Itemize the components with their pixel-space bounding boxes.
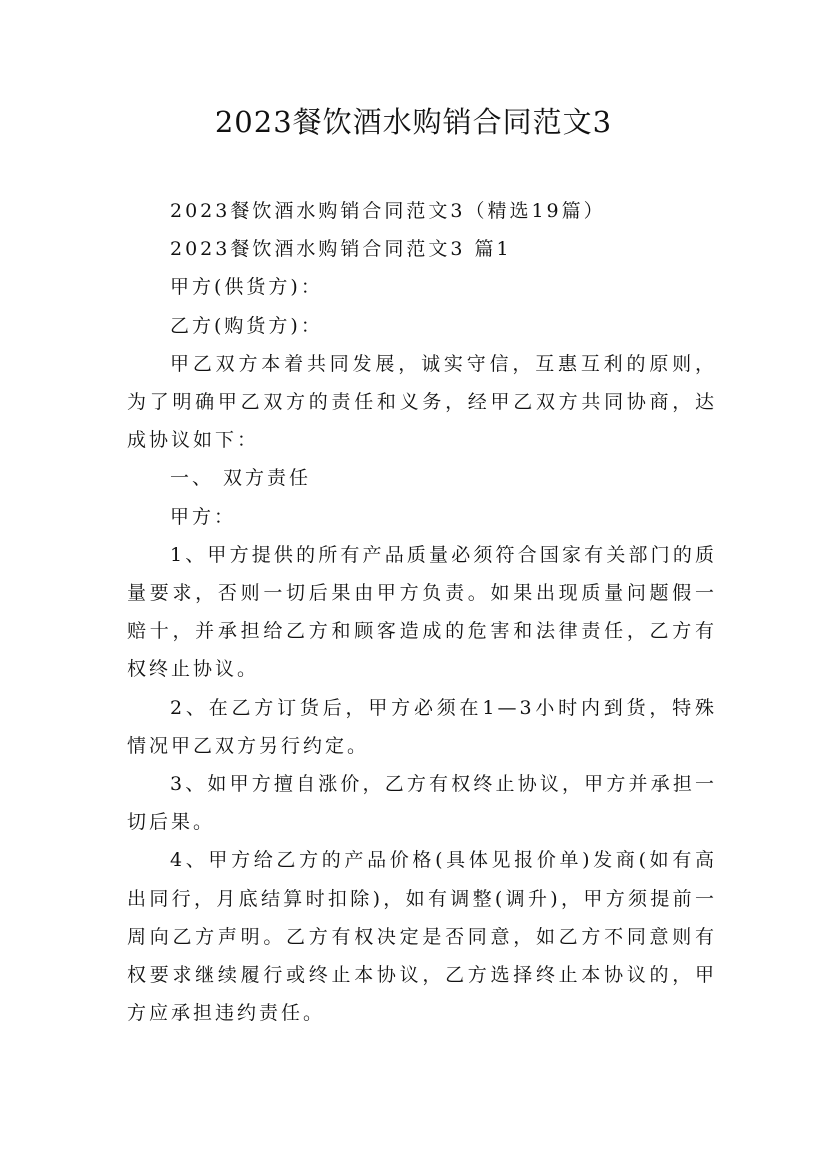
paragraph-item-4: 4、甲方给乙方的产品价格(具体见报价单)发商(如有高出同行，月底结算时扣除)，如有调整(调升)，甲方须提前一周向乙方声明。乙方有权决定是否同意，如乙方不同意则有权要求继续履行或终止本协议，乙方选择终止本协议的，甲方应承担违约责任。: [127, 849, 717, 1025]
paragraph-subtitle: 2023餐饮酒水购销合同范文3（精选19篇）: [170, 200, 606, 222]
paragraph-party-a: 甲方(供货方)：: [170, 276, 323, 299]
paragraph-party-b: 乙方(购货方)：: [170, 314, 323, 337]
paragraph-item-3: 3、如甲方擅自涨价，乙方有权终止协议，甲方并承担一切后果。: [127, 773, 717, 834]
paragraph-item-1: 1、甲方提供的所有产品质量必须符合国家有关部门的质量要求，否则一切后果由甲方负责。如果出现质量问题假一赔十，并承担给乙方和顾客造成的危害和法律责任，乙方有权终止协议。: [127, 543, 717, 681]
paragraph-clause-heading: 一、 双方责任: [170, 467, 312, 490]
document-title: 2023餐饮酒水购销合同范文3: [214, 105, 613, 139]
paragraph-section-heading: 2023餐饮酒水购销合同范文3 篇1: [170, 238, 512, 261]
paragraph-party-a-label: 甲方：: [170, 505, 237, 528]
document-body: [127, 192, 717, 1032]
paragraph-preamble: 甲乙双方本着共同发展，诚实守信，互惠互利的原则，为了明确甲乙双方的责任和义务，经甲乙双方共同协商，达成协议如下：: [127, 352, 717, 452]
paragraph-item-2: 2、在乙方订货后，甲方必须在1—3小时内到货，特殊情况甲乙双方另行约定。: [127, 696, 717, 757]
